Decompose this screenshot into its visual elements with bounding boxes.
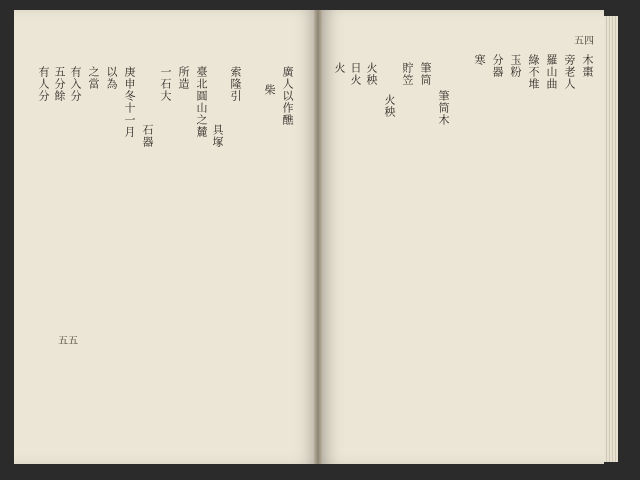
text-column: 火: [333, 62, 346, 74]
right-page: [320, 10, 604, 464]
text-column: 火秧: [365, 62, 378, 86]
text-column: 綠不堆: [527, 54, 540, 90]
book-gutter: [314, 10, 322, 464]
section-heading: 具塚: [211, 124, 224, 148]
open-book: [14, 10, 626, 470]
page-number: 五五: [58, 336, 78, 347]
text-column: 羅山曲: [545, 54, 558, 90]
text-column: 日火: [349, 62, 362, 86]
left-page: [14, 10, 318, 464]
page-number: 五四: [574, 36, 594, 47]
text-column: 一石大: [159, 66, 172, 102]
text-column: 廣人以作醮: [281, 66, 294, 126]
page-edges: [604, 16, 618, 462]
text-column: 木棗: [581, 54, 594, 78]
text-column: 分器: [491, 54, 504, 78]
section-heading: 柴: [263, 84, 276, 96]
text-column: 庚申冬十一月: [123, 66, 136, 138]
text-column: 玉粉: [509, 54, 522, 78]
text-column: 筆筒: [419, 62, 432, 86]
section-heading: 石器: [141, 124, 154, 148]
text-column: 貯笠: [401, 62, 414, 86]
text-column: 所造: [177, 66, 190, 90]
text-column: 旁老人: [563, 54, 576, 90]
text-column: 寒: [473, 54, 486, 66]
section-heading: 筆筒木: [437, 90, 450, 126]
text-column: 以為: [105, 66, 118, 90]
text-column: 之當: [87, 66, 100, 90]
text-column: 有入分: [69, 66, 82, 102]
text-column: 臺北圓山之麓: [195, 66, 208, 138]
section-heading: 火秧: [383, 94, 396, 118]
text-column: 五分餘: [53, 66, 66, 102]
text-column: 索隆引: [229, 66, 242, 102]
text-column: 有人分: [37, 66, 50, 102]
